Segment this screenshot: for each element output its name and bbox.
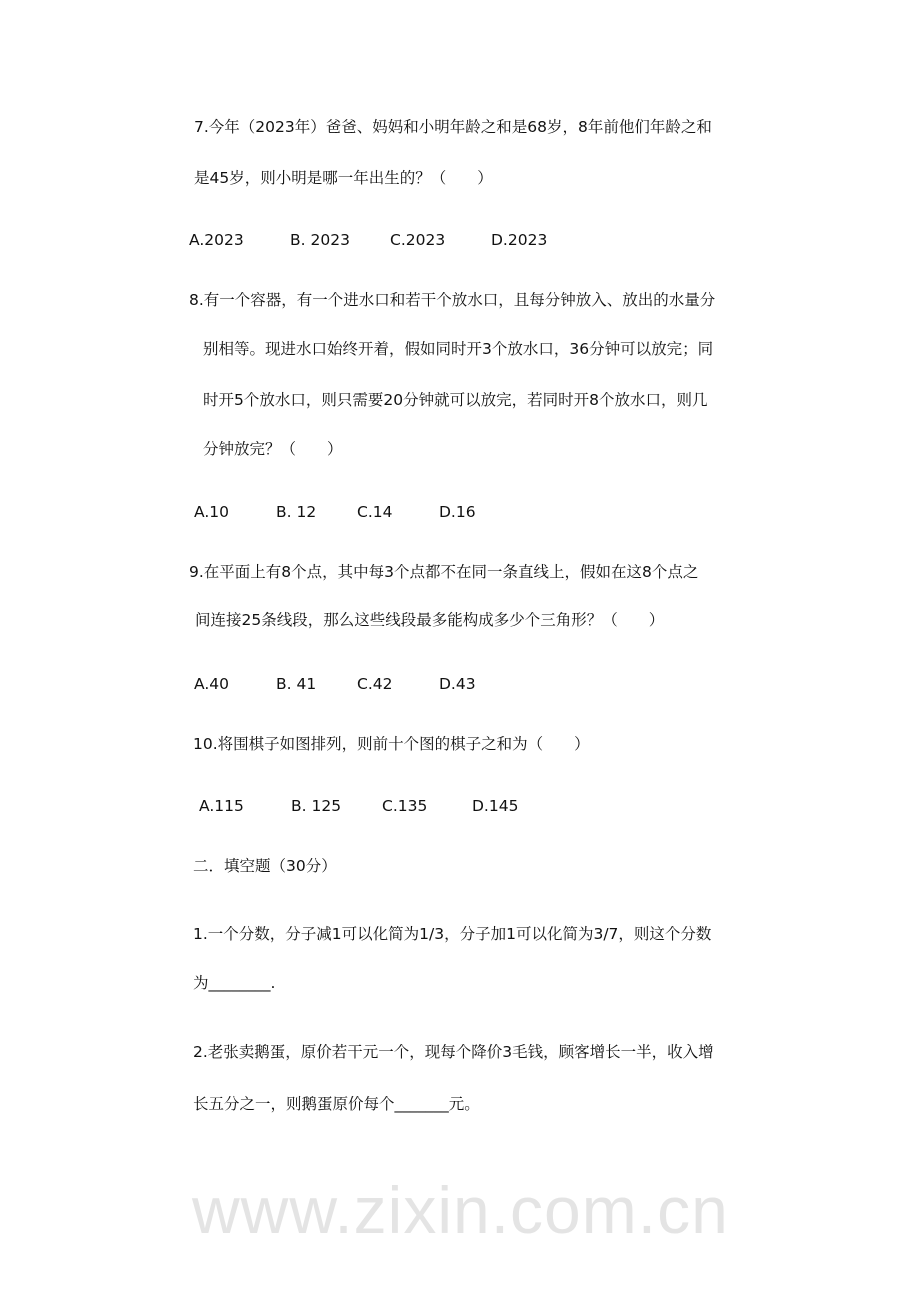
- q7-option-c: C.2023: [390, 231, 446, 249]
- q9-option-c: C.42: [357, 675, 393, 693]
- q10-option-a: A.115: [199, 797, 244, 815]
- q9-option-b: B. 41: [276, 675, 317, 693]
- q9-option-d: D.43: [439, 675, 476, 693]
- q8-option-d: D.16: [439, 503, 476, 521]
- q8-line-1: 8.有一个容器，有一个进水口和若干个放水口，且每分钟放入、放出的水量分: [189, 291, 716, 309]
- q7-option-b: B. 2023: [290, 231, 350, 249]
- q10-option-b: B. 125: [291, 797, 342, 815]
- q7-line-2: 是45岁，则小明是哪一年出生的？（ ）: [194, 169, 493, 187]
- q7-option-d: D.2023: [491, 231, 548, 249]
- f1-line-1: 1.一个分数，分子减1可以化简为1/3，分子加1可以化简为3/7，则这个分数: [193, 925, 712, 943]
- q7-option-a: A.2023: [189, 231, 244, 249]
- q7-line-1: 7.今年（2023年）爸爸、妈妈和小明年龄之和是68岁，8年前他们年龄之和: [194, 118, 712, 136]
- q8-line-2: 别相等。现进水口始终开着，假如同时开3个放水口，36分钟可以放完；同: [203, 340, 714, 358]
- q8-option-b: B. 12: [276, 503, 317, 521]
- watermark: www.zixin.com.cn: [192, 1173, 729, 1247]
- q10-line-1: 10.将围棋子如图排列，则前十个图的棋子之和为（ ）: [193, 735, 590, 753]
- q9-line-1: 9.在平面上有8个点，其中每3个点都不在同一条直线上，假如在这8个点之: [189, 563, 699, 581]
- q10-option-c: C.135: [382, 797, 428, 815]
- q10-option-d: D.145: [472, 797, 519, 815]
- q9-line-2: 间连接25条线段，那么这些线段最多能构成多少个三角形？（ ）: [195, 611, 665, 629]
- q8-option-a: A.10: [194, 503, 229, 521]
- f2-line-1: 2.老张卖鹅蛋，原价若干元一个，现每个降价3毛钱，顾客增长一半，收入增: [193, 1043, 714, 1061]
- f1-line-2: 为________.: [193, 974, 276, 992]
- q8-line-3: 时开5个放水口，则只需要20分钟就可以放完，若同时开8个放水口，则几: [203, 391, 708, 409]
- f2-line-2: 长五分之一，则鹅蛋原价每个_______元。: [193, 1095, 480, 1113]
- section-title: 二．填空题（30分）: [193, 857, 337, 875]
- q9-option-a: A.40: [194, 675, 229, 693]
- q8-line-4: 分钟放完？（ ）: [203, 440, 343, 458]
- q8-option-c: C.14: [357, 503, 393, 521]
